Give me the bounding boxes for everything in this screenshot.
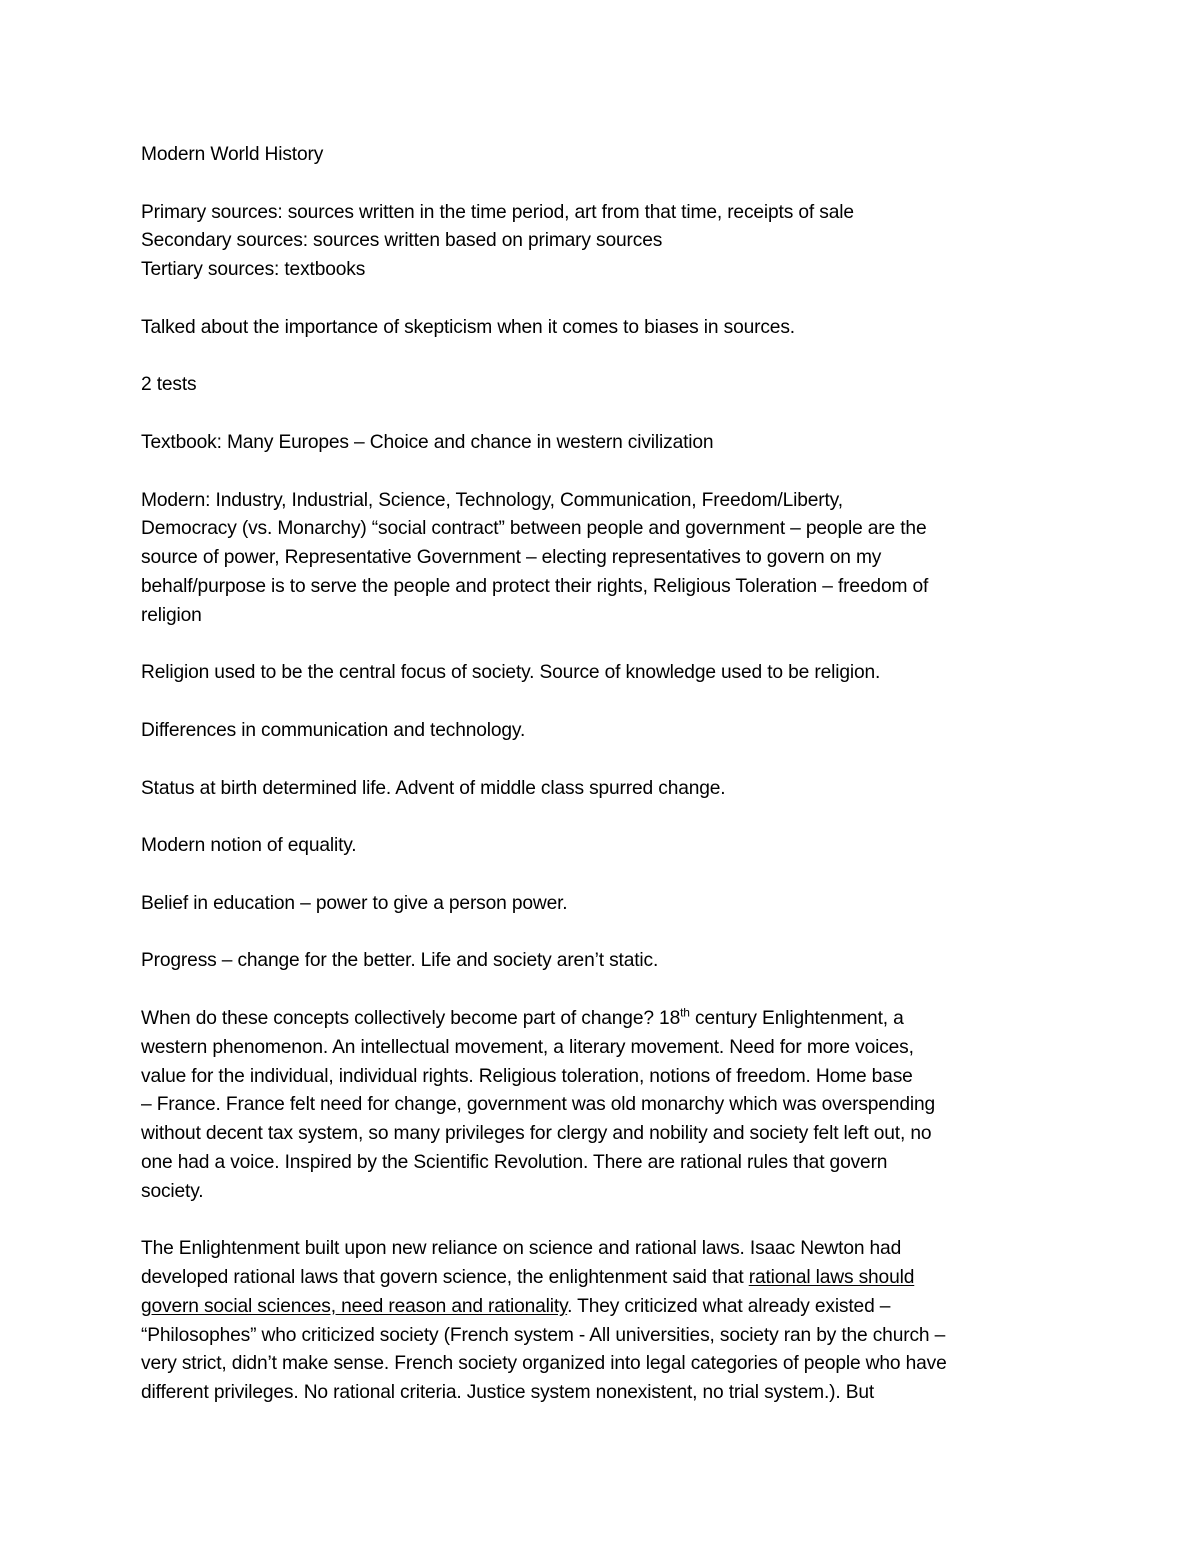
underlined-text: govern social sciences, need reason and rationality xyxy=(141,1295,568,1317)
spacer xyxy=(141,1206,1066,1235)
newton-line: “Philosophes” who criticized society (French system - All universities, society ran by the church – xyxy=(141,1324,946,1346)
enlightenment-line: – France. France felt need for change, government was old monarchy which was overspending xyxy=(141,1094,936,1116)
spacer xyxy=(141,170,1066,199)
page-title: Modern World History xyxy=(141,144,324,165)
differences-line: Differences in communication and technology. xyxy=(141,719,526,741)
modern-line: religion xyxy=(141,604,202,626)
progress-line: Progress – change for the better. Life and society aren’t static. xyxy=(141,950,659,972)
newton-text: . They criticized what already existed – xyxy=(567,1295,891,1317)
spacer xyxy=(141,919,1066,948)
tests-line: 2 tests xyxy=(141,374,197,396)
religion-line: Religion used to be the central focus of society. Source of knowledge used to be religion. xyxy=(141,662,881,684)
newton-line: different privileges. No rational criteria. Justice system nonexistent, no trial system.). But xyxy=(141,1382,875,1404)
skepticism-line: Talked about the importance of skepticism when it comes to biases in sources. xyxy=(141,316,795,338)
spacer xyxy=(141,285,1066,314)
tertiary-sources-line: Tertiary sources: textbooks xyxy=(141,259,366,281)
enlightenment-text: century Enlightenment, a xyxy=(689,1007,904,1029)
modern-line: source of power, Representative Government – electing representatives to govern on my xyxy=(141,547,882,569)
enlightenment-line xyxy=(141,1005,1066,1034)
education-line: Belief in education – power to give a person power. xyxy=(141,892,568,914)
enlightenment-text: When do these concepts collectively become part of change? 18 xyxy=(141,1007,681,1029)
enlightenment-line: one had a voice. Inspired by the Scientific Revolution. There are rational rules that govern xyxy=(141,1151,888,1173)
enlightenment-line: western phenomenon. An intellectual movement, a literary movement. Need for more voices, xyxy=(141,1036,914,1058)
newton-text: developed rational laws that govern science, the enlightenment said that xyxy=(141,1267,749,1289)
underlined-text: rational laws should xyxy=(748,1267,915,1289)
spacer xyxy=(141,400,1066,429)
newton-line: The Enlightenment built upon new reliance on science and rational laws. Isaac Newton had xyxy=(141,1238,902,1260)
spacer xyxy=(141,688,1066,717)
primary-sources-line: Primary sources: sources written in the time period, art from that time, receipts of sale xyxy=(141,201,854,223)
spacer xyxy=(141,343,1066,372)
modern-line: Modern: Industry, Industrial, Science, Technology, Communication, Freedom/Liberty, xyxy=(141,489,843,511)
textbook-line: Textbook: Many Europes – Choice and chance in western civilization xyxy=(141,431,714,453)
enlightenment-line: society. xyxy=(141,1180,204,1202)
newton-line xyxy=(141,1264,1066,1293)
enlightenment-line: value for the individual, individual rights. Religious toleration, notions of freedom. Home base xyxy=(141,1065,913,1087)
spacer xyxy=(141,803,1066,832)
modern-line: behalf/purpose is to serve the people and protect their rights, Religious Toleration – freedom of xyxy=(141,575,929,597)
status-line: Status at birth determined life. Advent of middle class spurred change. xyxy=(141,777,726,799)
spacer xyxy=(141,861,1066,890)
equality-line: Modern notion of equality. xyxy=(141,835,357,857)
modern-line: Democracy (vs. Monarchy) “social contract” between people and government – people are the xyxy=(141,518,927,540)
spacer xyxy=(141,458,1066,487)
spacer xyxy=(141,746,1066,775)
newton-line xyxy=(141,1293,1066,1322)
ordinal-superscript: th xyxy=(680,1005,690,1020)
document-body xyxy=(141,141,1066,1408)
enlightenment-line: without decent tax system, so many privileges for clergy and nobility and society felt left out, no xyxy=(141,1123,932,1145)
spacer xyxy=(141,976,1066,1005)
newton-line: very strict, didn’t make sense. French society organized into legal categories of people who have xyxy=(141,1353,947,1375)
spacer xyxy=(141,631,1066,660)
secondary-sources-line: Secondary sources: sources written based on primary sources xyxy=(141,230,663,252)
